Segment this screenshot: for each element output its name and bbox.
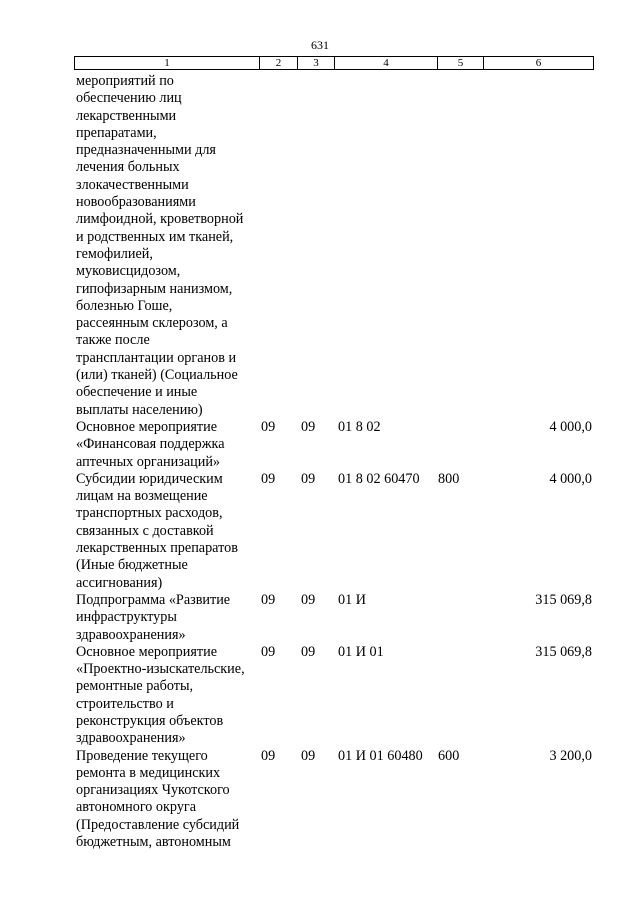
row-title-line: здравоохранения» xyxy=(76,730,186,747)
section-code: 09 xyxy=(261,643,276,660)
target-article-code: 01 И xyxy=(338,591,366,608)
row-title-line: обеспечению лиц xyxy=(76,90,182,107)
row-title-line: (Предоставление субсидий xyxy=(76,816,240,833)
row-title-line: Подпрограмма «Развитие xyxy=(76,591,231,608)
row-title-line: обеспечение и иные xyxy=(76,384,198,401)
section-code: 09 xyxy=(261,747,276,764)
table-row xyxy=(76,419,596,471)
subsection-code: 09 xyxy=(301,591,316,608)
row-title-line: и родственных им тканей, xyxy=(76,228,234,245)
row-title-line: трансплантации органов и xyxy=(76,349,237,366)
expense-type-code: 600 xyxy=(438,747,460,764)
table-row xyxy=(76,592,596,644)
row-title-line: автономного округа xyxy=(76,799,197,816)
row-title-line: мероприятий по xyxy=(76,73,174,89)
target-article-code: 01 8 02 60470 xyxy=(338,470,420,487)
table-row xyxy=(76,748,596,852)
amount xyxy=(488,73,596,419)
amount: 4 000,0 xyxy=(549,470,592,487)
subsection-code: 09 xyxy=(301,470,316,487)
row-title xyxy=(76,471,261,592)
row-title-line: аптечных организаций» xyxy=(76,453,221,470)
row-title-line: злокачественными xyxy=(76,176,189,193)
row-title-line: Проведение текущего xyxy=(76,747,208,764)
amount: 315 069,8 xyxy=(535,643,592,660)
target-article-code: 01 И 01 xyxy=(338,643,384,660)
section-code: 09 xyxy=(261,418,276,435)
section-code: 09 xyxy=(261,591,276,608)
row-title xyxy=(76,419,261,471)
row-title-line: «Проектно-изыскательские, xyxy=(76,661,245,678)
expense-type-code xyxy=(438,644,488,748)
row-title-line: Основное мероприятие xyxy=(76,418,217,435)
row-title-line: здравоохранения» xyxy=(76,626,186,643)
subsection-code xyxy=(301,73,338,419)
row-title-line: предназначенными для xyxy=(76,142,216,159)
row-title-line: организациях Чукотского xyxy=(76,782,230,799)
row-title-line: рассеянным склерозом, а xyxy=(76,315,228,332)
row-title xyxy=(76,644,261,748)
row-title-line: лекарственных препаратов xyxy=(76,540,238,557)
amount: 315 069,8 xyxy=(535,591,592,608)
table-row xyxy=(76,471,596,592)
header-col-6: 6 xyxy=(535,57,542,69)
row-title-line: ремонта в медицинских xyxy=(76,764,221,781)
header-col-2: 2 xyxy=(260,57,298,69)
row-title-line: болезнью Гоше, xyxy=(76,297,173,314)
row-title-line: гипофизарным нанизмом, xyxy=(76,280,233,297)
expense-type-code xyxy=(438,419,488,471)
expense-type-code xyxy=(438,592,488,644)
row-title-line: муковисцидозом, xyxy=(76,263,181,280)
expense-type-code: 800 xyxy=(438,470,460,487)
row-title-line: «Финансовая поддержка xyxy=(76,436,225,453)
subsection-code: 09 xyxy=(301,747,316,764)
row-title-line: лекарственными xyxy=(76,107,177,124)
section-code xyxy=(261,73,301,419)
table-header xyxy=(74,56,594,70)
row-title-line: выплаты населению) xyxy=(76,401,203,418)
target-article-code: 01 И 01 60480 xyxy=(338,747,423,764)
row-title xyxy=(76,748,261,852)
row-title-line: новообразованиями xyxy=(76,194,196,211)
amount: 3 200,0 xyxy=(549,747,592,764)
row-title-line: (или) тканей) (Социальное xyxy=(76,367,238,384)
section-code: 09 xyxy=(261,470,276,487)
row-title xyxy=(76,592,261,644)
header-col-4: 4 xyxy=(335,57,438,69)
row-title-line: препаратами, xyxy=(76,124,157,141)
row-title-line: гемофилией, xyxy=(76,245,153,262)
table-row xyxy=(76,644,596,748)
row-title-line: (Иные бюджетные xyxy=(76,557,188,574)
row-title-line: лечения больных xyxy=(76,159,180,176)
row-title-line: реконструкция объектов xyxy=(76,712,224,729)
row-title-line: связанных с доставкой xyxy=(76,522,214,539)
row-title-line: Основное мероприятие xyxy=(76,643,217,660)
subsection-code: 09 xyxy=(301,418,316,435)
target-article-code: 01 8 02 xyxy=(338,418,381,435)
row-title-line: инфраструктуры xyxy=(76,609,177,626)
header-col-3: 3 xyxy=(298,57,335,69)
header-col-5: 5 xyxy=(438,57,484,69)
page-number: 631 xyxy=(311,38,329,52)
table-body xyxy=(76,73,596,851)
table-row xyxy=(76,73,596,419)
amount: 4 000,0 xyxy=(549,418,592,435)
row-title-line: также после xyxy=(76,332,150,349)
target-article-code xyxy=(338,73,438,419)
subsection-code: 09 xyxy=(301,643,316,660)
row-title xyxy=(76,73,261,419)
row-title-line: лицам на возмещение xyxy=(76,488,208,505)
row-title-line: ремонтные работы, xyxy=(76,678,194,695)
row-title-line: бюджетным, автономным xyxy=(76,834,231,851)
header-col-1: 1 xyxy=(75,57,260,69)
row-title-line: транспортных расходов, xyxy=(76,505,223,522)
row-title-line: ассигнования) xyxy=(76,574,163,591)
row-title-line: Субсидии юридическим xyxy=(76,470,223,487)
expense-type-code xyxy=(438,73,488,419)
row-title-line: строительство и xyxy=(76,695,174,712)
row-title-line: лимфоидной, кроветворной xyxy=(76,211,244,228)
